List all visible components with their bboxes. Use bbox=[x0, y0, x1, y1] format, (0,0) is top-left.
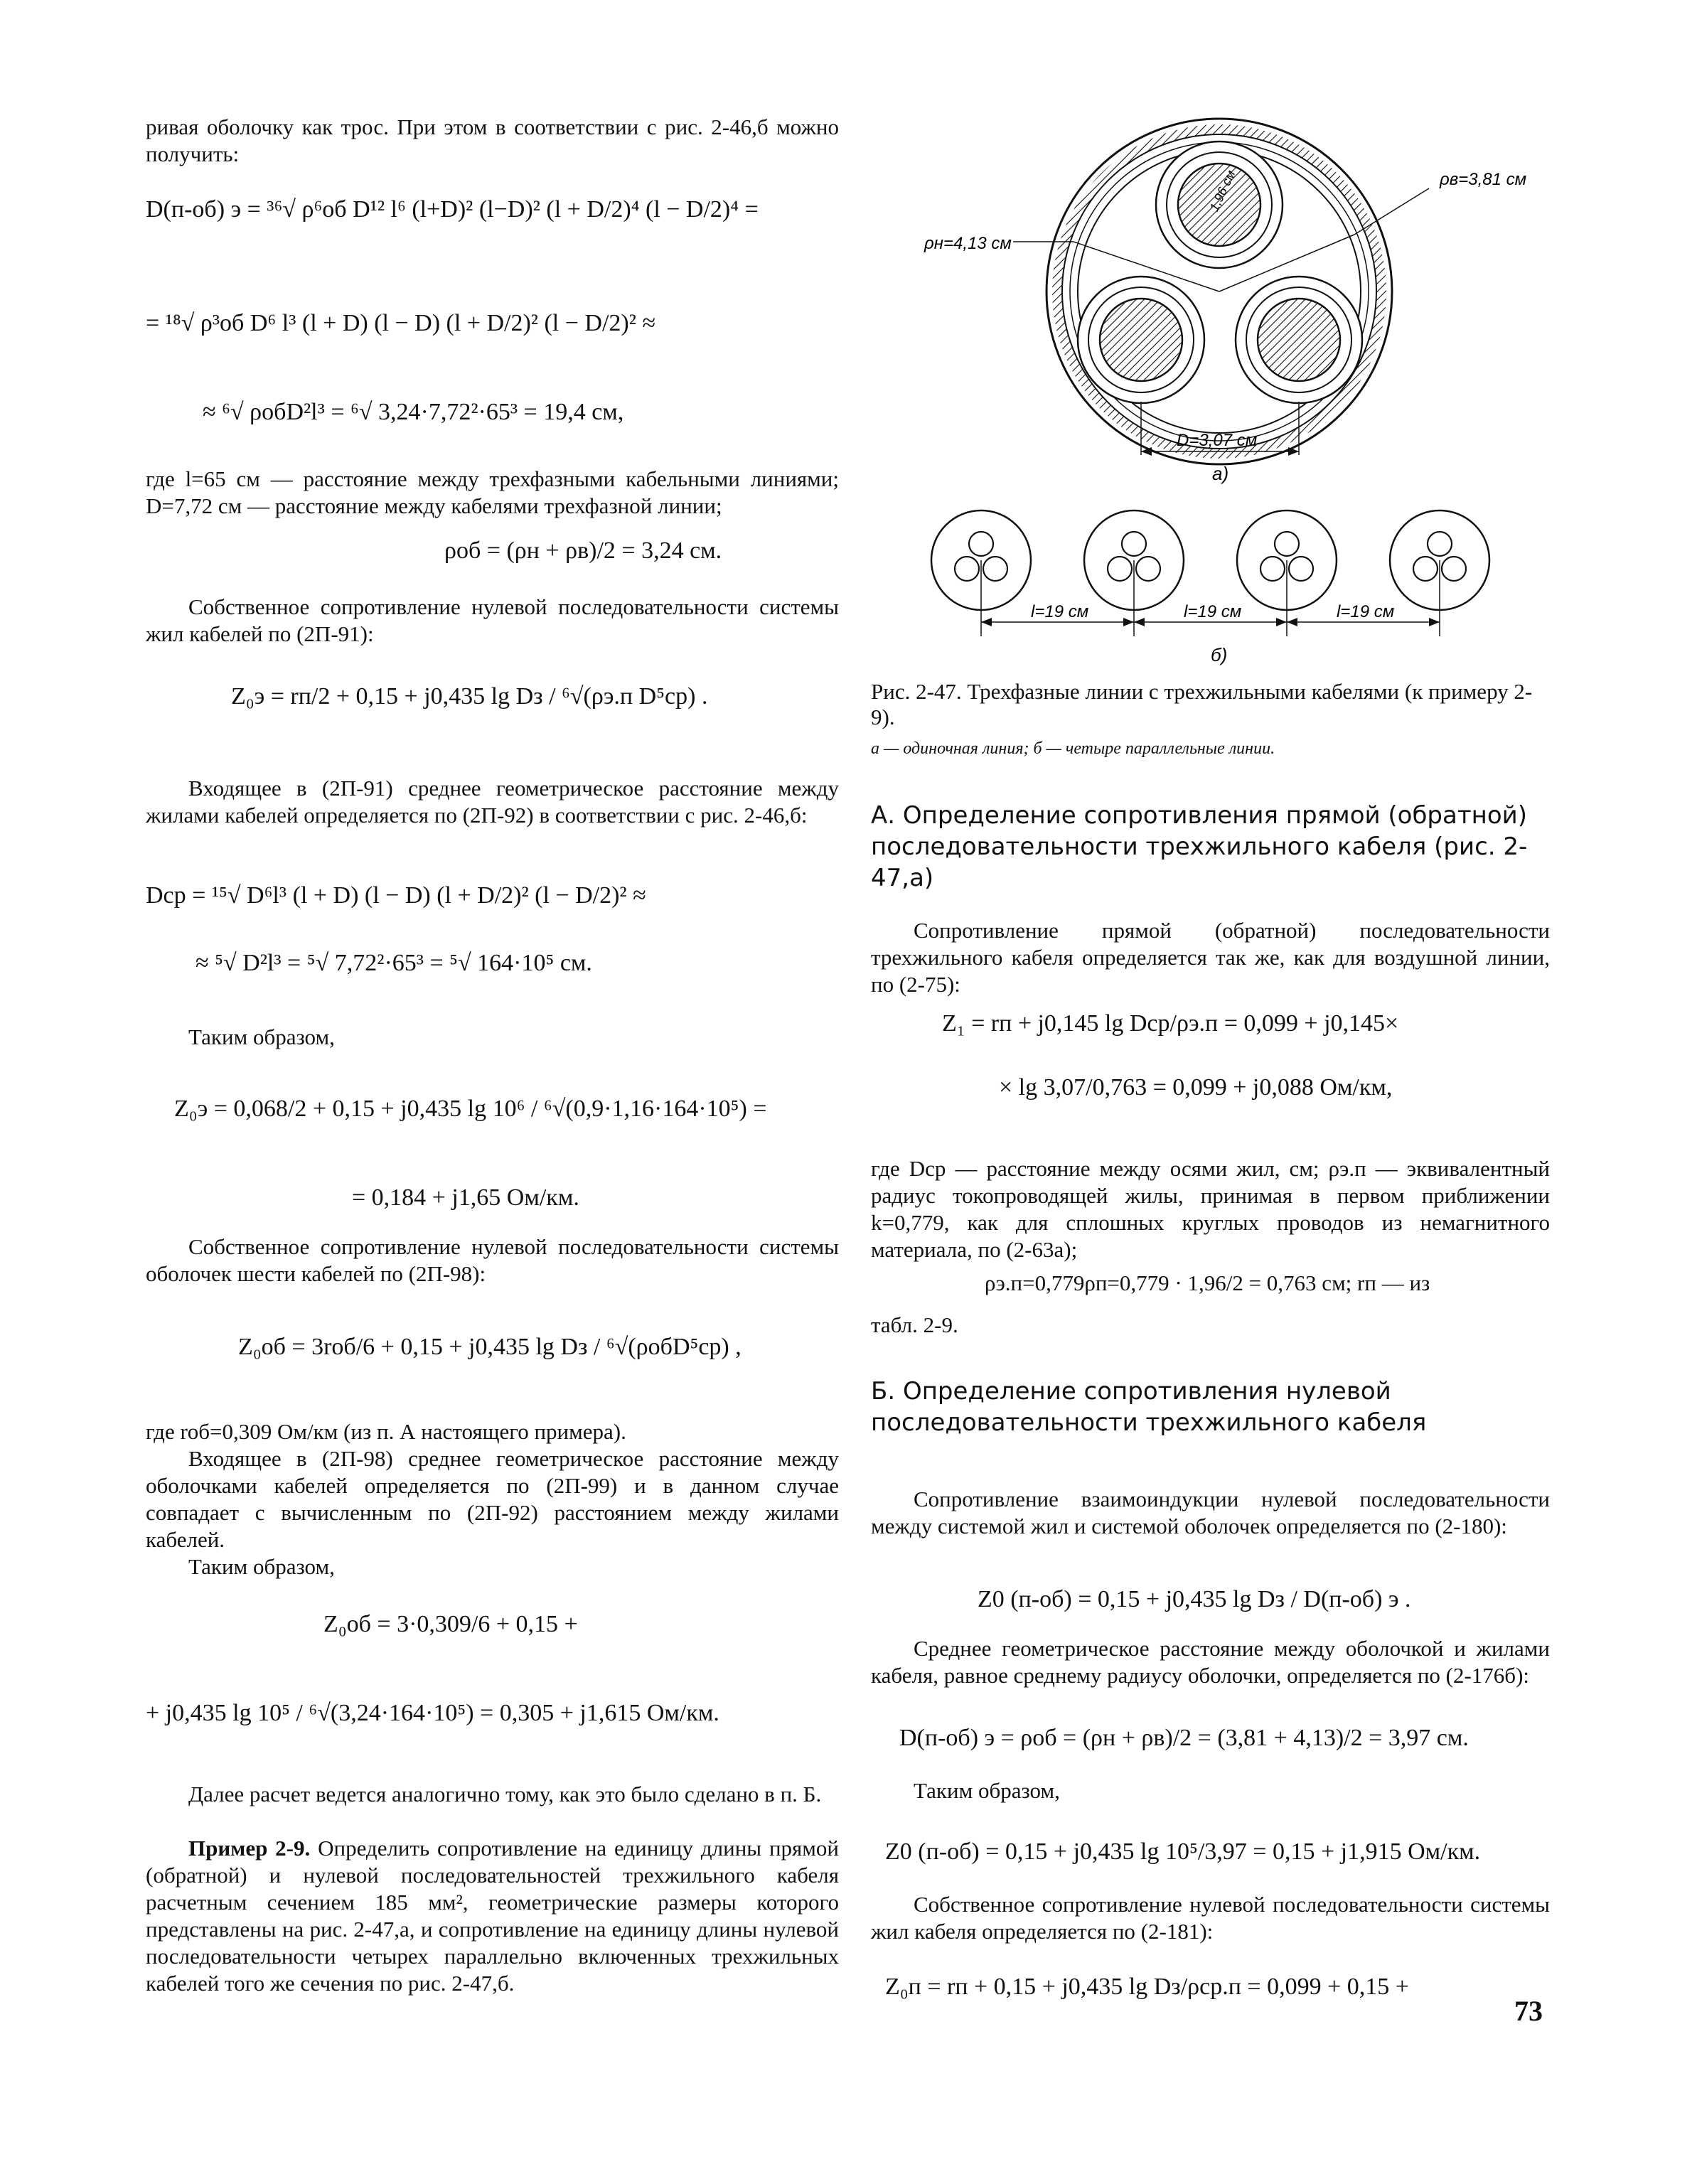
label-core-diameter: 1,96 см bbox=[1206, 168, 1238, 214]
label-rho-v: ρв=3,81 см bbox=[1440, 170, 1527, 189]
formula-z0p: Z₀п = rп + 0,15 + j0,435 lg Dз/ρср.п = 0,099 + 0,15 + bbox=[885, 1974, 1409, 2000]
paragraph: Входящее в (2П-98) среднее геометрическое расстояние между оболочками кабелей определяется по (2П-99) и в данном случае совпадает с вычисленным по (2П-92) расстоянием между жилами кабелей. bbox=[146, 1446, 839, 1552]
formula-dcp: Dср = ¹⁵√ D⁶l³ (l + D) (l − D) (l + D/2)² (l − D/2)² ≈ bbox=[146, 882, 646, 909]
paragraph: Таким образом, bbox=[914, 1778, 1060, 1803]
paragraph: Собственное сопротивление нулевой последовательности системы оболочек шести кабелей по (2П-98): bbox=[146, 1234, 839, 1286]
formula-z0e-num: Z₀э = 0,068/2 + 0,15 + j0,435 lg 10⁶ / ⁶√(0,9·1,16·164·10⁵) = bbox=[174, 1096, 767, 1122]
formula-z1: Z₁ = rп + j0,145 lg Dср/ρэ.п = 0,099 + j0,145× bbox=[942, 1010, 1399, 1037]
example-label: Пример 2-9. bbox=[188, 1836, 311, 1861]
paragraph: Входящее в (2П-91) среднее геометрическое расстояние между жилами кабелей определяется по (2П-92) в соответствии с рис. 2-46,б: bbox=[146, 776, 839, 828]
figure-2-47 bbox=[871, 114, 1550, 668]
formula-z0ob-num: Z₀об = 3·0,309/6 + 0,15 + bbox=[323, 1611, 578, 1637]
formula-d-sheath-2: = ¹⁸√ ρ³об D⁶ l³ (l + D) (l − D) (l + D/2)² (l − D/2)² ≈ bbox=[146, 310, 656, 336]
paragraph: ривая оболочку как трос. При этом в соответствии с рис. 2-46,б можно получить: bbox=[146, 114, 839, 166]
section-heading-b: Б. Определение сопротивления нулевой последовательности трехжильного кабеля bbox=[871, 1377, 1427, 1437]
label-rho-n: ρн=4,13 см bbox=[924, 234, 1012, 253]
core bbox=[1078, 277, 1204, 403]
paragraph: Сопротивление взаимоиндукции нулевой последовательности между системой жил и системой оболочек определяется по (2-180): bbox=[871, 1487, 1550, 1538]
paragraph: Сопротивление прямой (обратной) последовательности трехжильного кабеля определяется так же, как для воздушной линии, по (2-75): bbox=[871, 918, 1550, 997]
formula-z0ob: Z₀об = 3rоб/6 + 0,15 + j0,435 lg Dз / ⁶√(ρобD⁵ср) , bbox=[238, 1334, 742, 1360]
formula-z0e-result: = 0,184 + j1,65 Ом/км. bbox=[352, 1184, 579, 1211]
paragraph: Таким образом, bbox=[188, 1554, 335, 1579]
formula-dcp-2: ≈ ⁵√ D²l³ = ⁵√ 7,72²·65³ = ⁵√ 164·10⁵ см. bbox=[196, 950, 592, 976]
label-d: D=3,07 см bbox=[1177, 431, 1258, 450]
paragraph: Собственное сопротивление нулевой последовательности системы жил кабеля определяется по (2-181): bbox=[871, 1892, 1550, 1944]
formula-z0ob-result: + j0,435 lg 10⁵ / ⁶√(3,24·164·10⁵) = 0,305 + j1,615 Ом/км. bbox=[146, 1700, 719, 1726]
core bbox=[1236, 277, 1362, 403]
formula-d-p-ob: D(п-об) э = ρоб = (ρн + ρв)/2 = (3,81 + 4,13)/2 = 3,97 см. bbox=[899, 1725, 1469, 1751]
example-text: Определить сопротивление на единицу длины прямой (обратной) и нулевой последовательностей трехжильного кабеля расчетным сечением 185 мм², геометрические размеры которого представлены на рис. 2-47,а, и сопротивление на единицу длины нулевой последовательности четырех параллельно включенных трехжильных кабелей того же сечения по рис. 2-47,б. bbox=[146, 1836, 840, 1996]
label-l: l=19 см bbox=[1031, 602, 1089, 621]
label-b: б) bbox=[1211, 644, 1228, 665]
figure-legend: а — одиночная линия; б — четыре параллельные линии. bbox=[871, 739, 1275, 758]
example-paragraph bbox=[146, 1835, 839, 1997]
label-l: l=19 см bbox=[1184, 602, 1242, 621]
paragraph: Собственное сопротивление нулевой последовательности системы жил кабелей по (2П-91): bbox=[146, 594, 839, 646]
formula-z0-p-ob-result: Z0 (п-об) = 0,15 + j0,435 lg 10⁵/3,97 = 0,15 + j1,915 Ом/км. bbox=[885, 1838, 1481, 1865]
page-number: 73 bbox=[1514, 1995, 1543, 2027]
formula-z0e: Z₀э = rп/2 + 0,15 + j0,435 lg Dз / ⁶√(ρэ.п D⁵ср) . bbox=[231, 683, 708, 710]
formula-d-sheath-3: ≈ ⁶√ ρобD²l³ = ⁶√ 3,24·7,72²·65³ = 19,4 см, bbox=[203, 399, 624, 425]
paragraph: где rоб=0,309 Ом/км (из п. А настоящего примера). bbox=[146, 1419, 626, 1444]
four-parallel-cables bbox=[931, 510, 1489, 665]
paragraph: Среднее геометрическое расстояние между оболочкой и жилами кабеля, равное среднему радиусу оболочки, определяется по (2-176б): bbox=[871, 1636, 1550, 1688]
cable-cross-section bbox=[924, 119, 1526, 484]
paragraph: табл. 2-9. bbox=[871, 1312, 958, 1337]
paragraph: где Dср — расстояние между осями жил, см; ρэ.п — эквивалентный радиус токопроводящей жилы, принимая в первом приближении k=0,779, как для сплошных круглых проводов из немагнитного материала, по (2-63а); bbox=[871, 1156, 1550, 1262]
paragraph: Далее расчет ведется аналогично тому, как это было сделано в п. Б. bbox=[188, 1782, 822, 1806]
formula-rho-ep: ρэ.п=0,779ρп=0,779 · 1,96/2 = 0,763 см; rп — из bbox=[985, 1270, 1430, 1295]
figure-caption: Рис. 2-47. Трехфазные линии с трехжильными кабелями (к примеру 2-9). bbox=[871, 679, 1533, 729]
formula-z1-result: × lg 3,07/0,763 = 0,099 + j0,088 Ом/км, bbox=[999, 1074, 1393, 1101]
paragraph: Таким образом, bbox=[188, 1024, 335, 1049]
section-heading-a: А. Определение сопротивления прямой (обратной) последовательности трехжильного кабеля (рис. 2-47,а) bbox=[871, 801, 1528, 892]
label-l: l=19 см bbox=[1337, 602, 1395, 621]
label-a: а) bbox=[1212, 463, 1229, 484]
formula-d-sheath: D(п-об) э = ³⁶√ ρ⁶об D¹² l⁶ (l+D)² (l−D)² (l + D/2)⁴ (l − D/2)⁴ = bbox=[146, 196, 759, 223]
formula-rho-ob: ρоб = (ρн + ρв)/2 = 3,24 см. bbox=[444, 537, 722, 564]
formula-z0-p-ob: Z0 (п-об) = 0,15 + j0,435 lg Dз / D(п-об) э . bbox=[978, 1586, 1411, 1612]
paragraph: где l=65 см — расстояние между трехфазными кабельными линиями; D=7,72 см — расстояние между кабелями трехфазной линии; bbox=[146, 466, 839, 518]
